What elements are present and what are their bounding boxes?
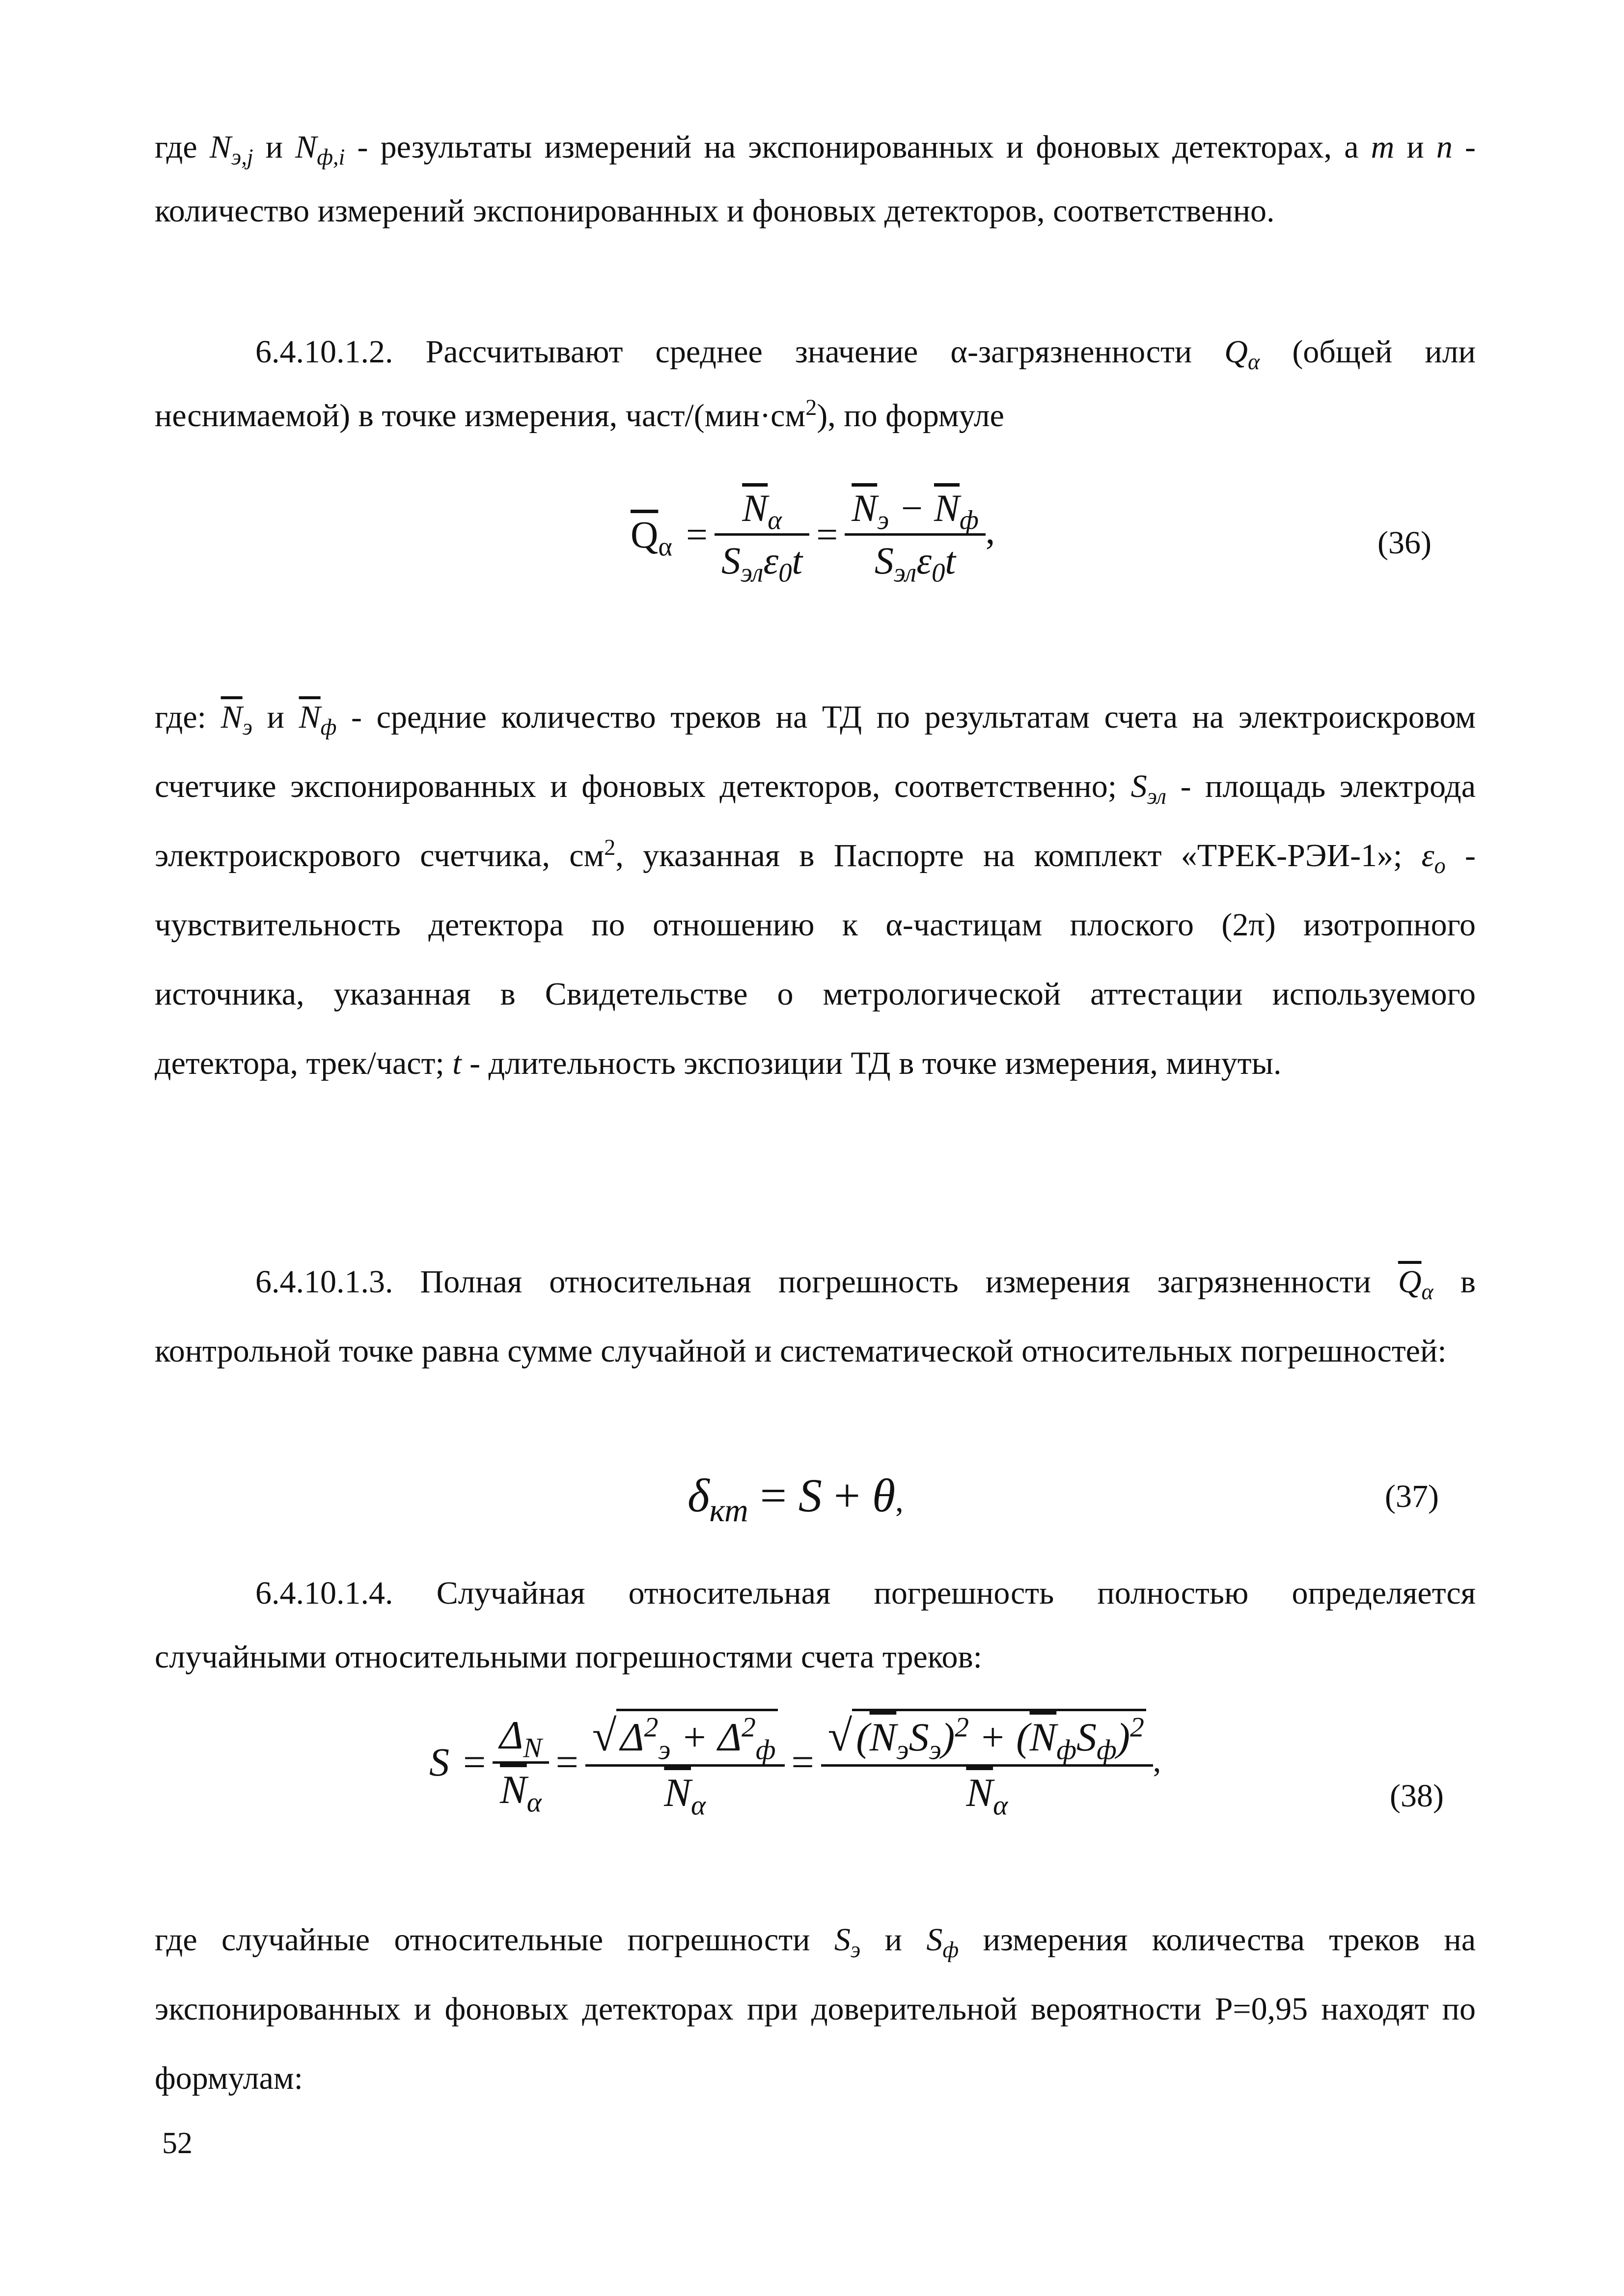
equation-number-37: (37) — [1385, 1478, 1439, 1514]
paragraph-6-4-10-1-2: 6.4.10.1.2. Рассчитывают среднее значение α-загрязненности $Q_\alpha$ (общей или неснимаемой) в точке измерения, част/$(мин\cdot см^2)$, по формуле — [155, 334, 1476, 434]
var-S-background: $S_ф$ — [926, 1922, 959, 1963]
equation-number-36: (36) — [1377, 525, 1431, 561]
formula-36: $\overline{Q}_\alpha$ = $\frac{\overline{N}_\alpha}{S_{эл}\varepsilon_0t}$ = $\frac{\overline{N}_э - \overline{N}_ф}{S_{эл}\varepsilon_0t}$ , — [624, 486, 995, 583]
formula-36-fraction-1: $\frac{\overline{N}_\alpha}{S_{эл}\varepsilon_0t}$ — [715, 486, 809, 583]
var-N-background: $N_{ф,i}$ — [295, 129, 345, 170]
paragraph-random-errors: где случайные относительные погрешности $S_э$ и $S_ф$ измерения количества треков на экспонированных и фоновых детекторах при доверительной вероятности Р=0,95 находят по формулам: — [155, 1922, 1476, 2096]
var-epsilon-0: $\varepsilon_о$ — [1421, 838, 1446, 878]
var-m: m — [1371, 129, 1395, 165]
paragraph-measurement-results: где $N_{э,j}$ и $N_{ф,i}$ - результаты измерений на экспонированных и фоновых детекторах, а m и n - количество измерений экспонированных и фоновых детекторов, соответственно. — [155, 129, 1476, 229]
formula-38: S = $\frac{\Delta_N}{\overline{N}_\alpha}$ = $\frac{√\Delta^2_э + \Delta^2_ф}{\overline{N}_\alpha}$ = $\frac{√(\overline{N}_эS_э)^2 + (\overline{N}_фS_ф)^2}{\overline{N}_\alpha}$ , — [422, 1709, 1161, 1816]
formula-36-lhs: $\overline{Q}_\alpha$ — [631, 513, 672, 562]
page-number: 52 — [162, 2127, 193, 2160]
var-Q-alpha-mean: $\overline{Q}_\alpha$ — [1398, 1264, 1433, 1305]
var-N-background-mean: $\overline{N}_ф$ — [299, 699, 337, 740]
formula-37: $\delta_{кт} = S + \theta$, — [688, 1469, 904, 1529]
formula-38-fraction-1: $\frac{\Delta_N}{\overline{N}_\alpha}$ — [493, 1712, 549, 1813]
formula-36-fraction-2: $\frac{\overline{N}_э - \overline{N}_ф}{S_{эл}\varepsilon_0t}$ — [845, 486, 986, 583]
var-Q-alpha: $Q_\alpha$ — [1224, 334, 1260, 375]
var-N-exposed-mean: $\overline{N}_э$ — [220, 699, 253, 740]
formula-38-fraction-2: $\frac{√\Delta^2_э + \Delta^2_ф}{\overline{N}_\alpha}$ — [585, 1709, 785, 1816]
var-N-exposed: $N_{э,j}$ — [209, 129, 253, 170]
var-n: n — [1436, 129, 1453, 165]
formula-38-fraction-3: $\frac{√(\overline{N}_эS_э)^2 + (\overline{N}_фS_ф)^2}{\overline{N}_\alpha}$ — [821, 1709, 1153, 1816]
var-S-exposed: $S_э$ — [834, 1922, 861, 1963]
paragraph-6-4-10-1-4: 6.4.10.1.4. Случайная относительная погрешность полностью определяется случайными относительными погрешностями счета треков: — [155, 1575, 1476, 1675]
paragraph-where-definitions: где: $\overline{N}_э$ и $\overline{N}_ф$ - средние количество треков на ТД по результатам счета на электроискровом счетчике экспонированных и фоновых детекторов, соответственно; $S_{эл}$ - площадь электрода электроискрового счетчика, $см^2$, указанная в Паспорте на комплект «ТРЕК-РЭИ-1»; $\varepsilon_о$ - чувствительность детектора по отношению к α-частицам плоского (2π) изотропного источника, указанная в Свидетельстве о метрологической аттестации используемого детектора, трек/част; t - длительность экспозиции ТД в точке измерения, минуты. — [155, 699, 1476, 1081]
equation-number-38: (38) — [1390, 1778, 1444, 1814]
var-S-el: $S_{эл}$ — [1130, 768, 1166, 809]
var-t: t — [452, 1045, 462, 1081]
paragraph-6-4-10-1-3: 6.4.10.1.3. Полная относительная погрешность измерения загрязненности $\overline{Q}_\alpha$ в контрольной точке равна сумме случайной и систематической относительных погрешностей: — [155, 1264, 1476, 1369]
